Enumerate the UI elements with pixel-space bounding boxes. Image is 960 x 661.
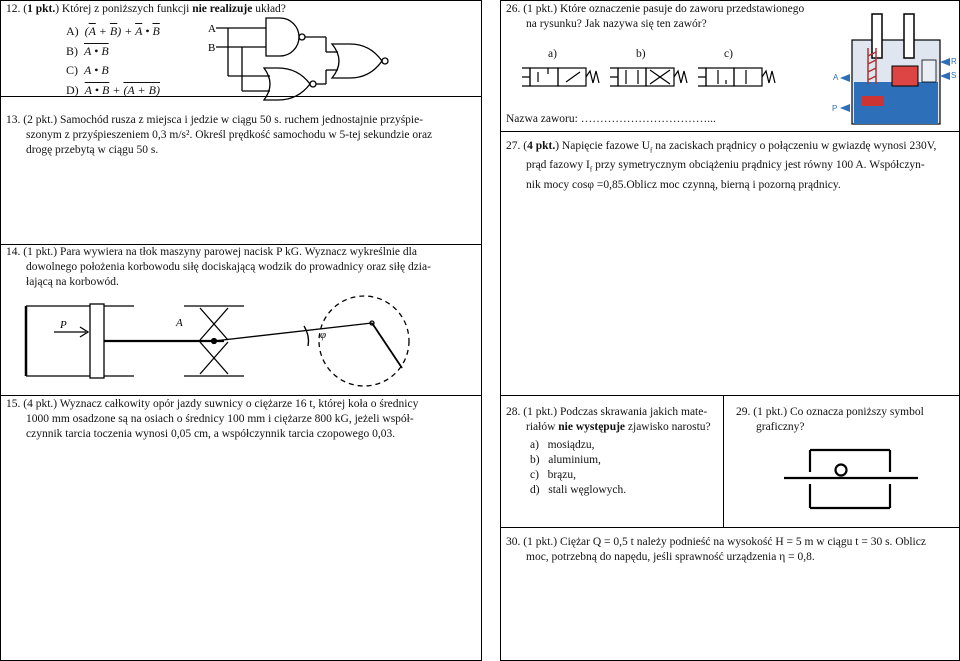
- q28-option-b-text: aluminium,: [548, 454, 601, 466]
- q15-line-2: 1000 mm osadzone są na osiach o średnicy 100 mm i ciężarze 800 kG, jeżeli współ-: [26, 413, 414, 425]
- q28-option-c-marker: c): [530, 469, 539, 481]
- q26-option-b-label: b): [636, 48, 646, 60]
- valve-symbol-b[interactable]: [608, 64, 692, 90]
- q27-text: [506, 139, 954, 193]
- q14-line-1: 14. (1 pkt.) Para wywiera na tłok maszyny parowej nacisk P kG. Wyznacz wykreślnie dla: [6, 246, 417, 258]
- q28-option-b-marker: b): [530, 454, 540, 466]
- port-r-label: R: [951, 57, 957, 66]
- q28-option-d[interactable]: [530, 483, 626, 498]
- q28-options: [530, 438, 626, 498]
- q12-options: [66, 22, 160, 100]
- q28-option-a[interactable]: [530, 438, 626, 453]
- steam-engine-diagram: [24, 296, 454, 396]
- input-a-label: A: [208, 23, 216, 35]
- q13-text: [6, 113, 476, 158]
- q26-text: [506, 2, 826, 32]
- q30-line-2: moc, potrzebną do napędu, jeśli sprawność urządzenia η = 0,8.: [526, 551, 815, 563]
- q12-option-b[interactable]: B) A • B: [66, 43, 109, 58]
- q14-text: [6, 245, 476, 290]
- q28-option-c[interactable]: [530, 468, 626, 483]
- q26-line-2: na rysunku? Jak nazywa się ten zawór?: [526, 18, 707, 30]
- q13-line-2: szonym z przyśpieszeniem 0,3 m/s². Określ prędkość samochodu w 5-tej sekundzie oraz: [26, 129, 433, 141]
- valve-symbol-c[interactable]: [696, 64, 780, 90]
- q30-line-1: 30. (1 pkt.) Ciężar Q = 0,5 t należy podnieść na wysokość H = 5 m w ciągu t = 30 s. Oblicz: [506, 536, 926, 548]
- q27-line-1: 27. (4 pkt.) Napięcie fazowe $U_f$ na zaciskach prądnicy o połączeniu w gwiazdę wynosi 230V,: [506, 140, 937, 155]
- q28-line-2: riałów nie występuje zjawisko narostu?: [526, 421, 711, 433]
- q13-line-1: 13. (2 pkt.) Samochód rusza z miejsca i jedzie w ciągu 50 s. ruchem jednostajnie przyśpie-: [6, 114, 424, 126]
- q29-line-2: graficzny?: [756, 421, 805, 433]
- q28-option-d-text: stali węglowych.: [548, 484, 627, 496]
- q26-valve-name-field[interactable]: Nazwa zaworu: ……………………………...: [506, 113, 716, 125]
- q14-line-2: dowolnego położenia korbowodu siłę dociskającą wodzik do prowadnicy oraz siłę dzia-: [26, 261, 431, 273]
- force-p-label: P: [60, 319, 67, 331]
- q12-option-d[interactable]: D) A • B + (A + B): [66, 82, 160, 97]
- q15-text: [6, 397, 476, 442]
- valve-cross-section: [832, 12, 958, 124]
- q15-line-3: czynnik tarcia toczenia wynosi 0,05 cm, a współczynnik tarcia czopowego 0,03.: [26, 428, 396, 440]
- port-p-label: P: [832, 104, 838, 113]
- port-a-label: A: [833, 73, 839, 82]
- q28-option-a-text: mosiądzu,: [547, 439, 595, 451]
- logic-gate-diagram: [206, 4, 406, 96]
- q29-text: [736, 405, 956, 435]
- q26-option-a-label: a): [548, 48, 557, 60]
- q28-option-d-marker: d): [530, 484, 540, 496]
- q28-line-1: 28. (1 pkt.) Podczas skrawania jakich mate-: [506, 406, 708, 418]
- q26-line-1: 26. (1 pkt.) Które oznaczenie pasuje do zaworu przedstawionego: [506, 3, 805, 15]
- q28-option-a-marker: a): [530, 439, 539, 451]
- q27-line-2: prąd fazowy $I_f$ przy symetrycznym obciążeniu prądnicy jest równy 100 A. Współczyn-: [526, 159, 925, 174]
- q15-line-1: 15. (4 pkt.) Wyznacz całkowity opór jazdy suwnicy o ciężarze 16 t, której koła o średnicy: [6, 398, 419, 410]
- angle-phi-label: φ: [320, 329, 327, 341]
- q12-option-a[interactable]: A) $(\overline{A} + \overline{B}) + \overline{A}$ • $\overline{B}$: [66, 24, 160, 38]
- valve-symbol-a[interactable]: [520, 64, 602, 90]
- q28-text: [506, 405, 722, 435]
- point-a-label: A: [176, 317, 183, 329]
- q13-line-3: drogę przebytą w ciągu 50 s.: [26, 144, 159, 156]
- q12-title: 12. (1 pkt.) Której z poniższych funkcji nie realizuje układ?: [6, 3, 286, 15]
- q28-option-b[interactable]: [530, 453, 626, 468]
- graphic-symbol: [770, 446, 930, 516]
- q26-option-c-label: c): [724, 48, 733, 60]
- port-s-label: S: [951, 71, 957, 80]
- q28-option-c-text: brązu,: [547, 469, 576, 481]
- q27-line-3: nik mocy cosφ =0,85.Oblicz moc czynną, bierną i pozorną prądnicy.: [526, 178, 841, 191]
- q29-line-1: 29. (1 pkt.) Co oznacza poniższy symbol: [736, 406, 924, 418]
- q12-num: 12.: [6, 3, 21, 15]
- q14-line-3: łającą na korbowód.: [26, 276, 119, 288]
- input-b-label: B: [208, 42, 216, 54]
- q12-option-c[interactable]: C) A • B: [66, 63, 109, 77]
- q30-text: [506, 535, 954, 565]
